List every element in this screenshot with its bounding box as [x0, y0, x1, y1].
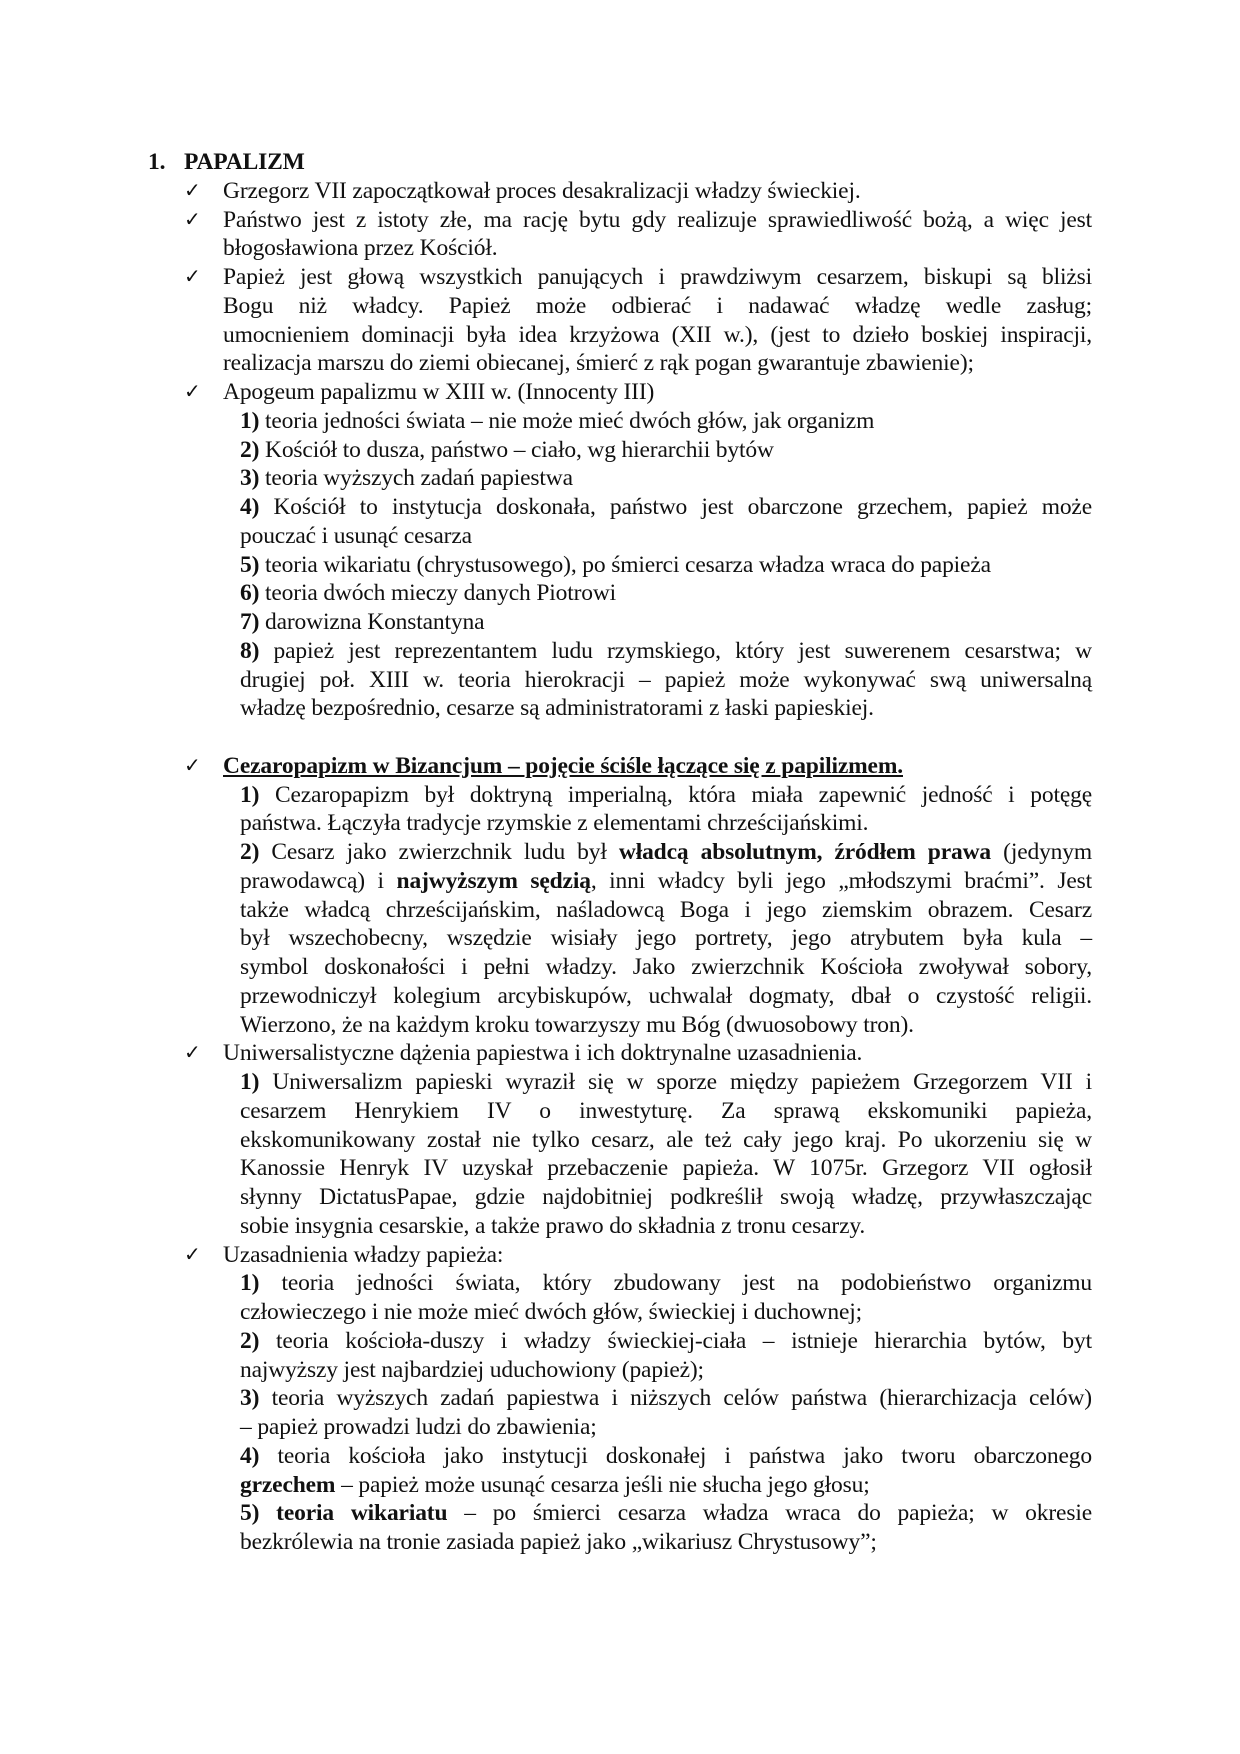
bold-text: 4) — [240, 1442, 260, 1469]
document-page — [0, 148, 1240, 1557]
bold-text: Cezaropapizm w Bizancjum – pojęcie ściśle łączące się z papilizmem. — [223, 752, 903, 779]
line-text — [240, 924, 1092, 953]
bullet-line — [0, 234, 1240, 263]
line-text — [240, 781, 1092, 810]
bullet-line — [0, 349, 1240, 378]
text: teoria dwóch mieczy danych Piotrowi — [259, 580, 617, 607]
text: Uniwersalistyczne dążenia papiestwa i ich doktrynalne uzasadnienia. — [223, 1040, 863, 1067]
subitem-line — [0, 1068, 1240, 1097]
text: najwyższy jest najbardziej uduchowiony (papież); — [240, 1356, 704, 1383]
text: teoria kościoła jako instytucji doskonałej i państwa jako tworu obarczonego — [259, 1442, 1092, 1469]
subitem-line — [0, 982, 1240, 1011]
text: błogosławiona przez Kościół. — [223, 235, 498, 262]
line-text — [223, 177, 1092, 206]
checkmark-icon: ✓ — [184, 1042, 201, 1065]
bullet-line — [0, 752, 1240, 781]
blank-line — [0, 723, 1240, 752]
line-text — [240, 608, 1092, 637]
subitem-line — [0, 522, 1240, 551]
text: bezkrólewia na tronie zasiada papież jako „wikariusz Chrystusowy”; — [240, 1529, 877, 1555]
line-text — [240, 1269, 1092, 1298]
line-text — [223, 234, 1092, 263]
bullet-line — [0, 263, 1240, 292]
bullet-line — [0, 206, 1240, 235]
text: umocnieniem dominacji była idea krzyżowa (XII w.), (jest to dzieło boskiej inspiracji, — [223, 321, 1092, 348]
line-text — [223, 263, 1092, 292]
bold-text: 2) — [240, 839, 260, 865]
subitem-line — [0, 637, 1240, 666]
text: władzę bezpośrednio, cesarze są administratorami z łaski papieskiej. — [240, 695, 874, 722]
bullet-line — [0, 378, 1240, 407]
subitem-line — [0, 1011, 1240, 1040]
subitem-line — [0, 1471, 1240, 1500]
line-text — [240, 1154, 1092, 1183]
subitem-line — [0, 1298, 1240, 1327]
line-text — [240, 1126, 1092, 1155]
subitem-line — [0, 436, 1240, 465]
line-text — [240, 1298, 1092, 1327]
line-text — [240, 1384, 1092, 1413]
subitem-line — [0, 579, 1240, 608]
subitem-line — [0, 1442, 1240, 1471]
subitem-line — [0, 608, 1240, 637]
line-text — [240, 1011, 1092, 1040]
subitem-line — [0, 1356, 1240, 1385]
subitem-line — [0, 838, 1240, 867]
bold-text: 4) — [240, 494, 260, 520]
text: Kościół to instytucja doskonała, państwo jest obarczone grzechem, papież może — [259, 494, 1092, 520]
text: ekskomunikowany został nie tylko cesarz, ale też cały jego kraj. Po ukorzeniu się w — [240, 1126, 1092, 1153]
line-text — [223, 378, 1092, 407]
checkmark-icon: ✓ — [184, 381, 201, 403]
subitem-line — [0, 1212, 1240, 1241]
subitem-line — [0, 1183, 1240, 1212]
line-text — [240, 1327, 1092, 1356]
line-text — [240, 694, 1092, 723]
bold-text: 1) — [240, 1270, 260, 1297]
text: także władcą chrześcijańskim, naśladowcą Boga i jego ziemskim obrazem. Cesarz — [240, 896, 1092, 923]
line-text — [240, 666, 1092, 695]
section-heading — [0, 148, 1240, 177]
text: (jedynym — [991, 839, 1093, 865]
text: – po śmierci cesarza władza wraca do papieża; w okresie — [447, 1500, 1092, 1527]
line-text — [240, 896, 1092, 925]
line-text — [240, 1356, 1092, 1385]
subitem-line — [0, 867, 1240, 896]
bold-text: 2) — [240, 1327, 260, 1354]
subitem-line — [0, 1269, 1240, 1298]
subitem-line — [0, 1126, 1240, 1155]
text: teoria wyższych zadań papiestwa — [259, 465, 573, 492]
bullet-line — [0, 321, 1240, 350]
text: Państwo jest z istoty złe, ma rację bytu gdy realizuje sprawiedliwość bożą, a więc jest — [223, 206, 1092, 233]
checkmark-icon: ✓ — [184, 1243, 201, 1266]
text: był wszechobecny, wszędzie wisiały jego portrety, jego atrybutem była kula – — [240, 925, 1092, 952]
bullet-line — [0, 177, 1240, 206]
subitem-line — [0, 1097, 1240, 1126]
text: Uniwersalizm papieski wyraził się w sporze między papieżem Grzegorzem VII i — [259, 1069, 1092, 1095]
line-text — [240, 551, 1092, 580]
line-text — [240, 838, 1092, 867]
subitem-line — [0, 953, 1240, 982]
text: sobie insygnia cesarskie, a także prawo do składnia z tronu cesarzy. — [240, 1212, 866, 1239]
text: Kościół to dusza, państwo – ciało, wg hierarchii bytów — [259, 436, 774, 463]
text: teoria jedności świata, który zbudowany jest na podobieństwo organizmu — [259, 1270, 1092, 1297]
section-title: PAPALIZM — [184, 149, 305, 175]
line-text — [223, 1039, 1092, 1068]
text: teoria jedności świata – nie może mieć dwóch głów, jak organizm — [259, 407, 875, 434]
checkmark-icon: ✓ — [184, 266, 201, 288]
subitem-line — [0, 493, 1240, 522]
bullet-line — [0, 1039, 1240, 1068]
bullet-line — [0, 292, 1240, 321]
text: pouczać i usunąć cesarza — [240, 522, 472, 549]
checkmark-icon: ✓ — [184, 208, 201, 231]
bold-text: 3) — [240, 1385, 260, 1412]
text: teoria wyższych zadań papiestwa i niższych celów państwa (hierarchizacja celów) — [259, 1385, 1092, 1412]
line-text — [240, 1212, 1092, 1241]
text: przewodniczył kolegium arcybiskupów, uchwalał dogmaty, dbał o czystość religii. — [240, 982, 1092, 1009]
document-body — [0, 177, 1240, 1557]
text: papież jest reprezentantem ludu rzymskiego, który jest suwerenem cesarstwa; w — [259, 637, 1092, 664]
subitem-line — [0, 1528, 1240, 1557]
text: Wierzono, że na każdym kroku towarzyszy mu Bóg (dwuosobowy tron). — [240, 1011, 914, 1038]
text: prawodawcą) i — [240, 867, 397, 894]
section-number: 1. — [148, 149, 166, 175]
bold-text: 2) — [240, 436, 260, 463]
text: Bogu niż władcy. Papież może odbierać i nadawać władzę wedle zasług; — [223, 292, 1092, 319]
line-text — [240, 436, 1092, 465]
subitem-line — [0, 781, 1240, 810]
bullet-line — [0, 1241, 1240, 1270]
text: , inni władcy byli jego „młodszymi braćmi”. Jest — [590, 867, 1092, 894]
line-text — [223, 752, 1092, 781]
text: teoria kościoła-duszy i władzy świeckiej-ciała – istnieje hierarchia bytów, byt — [259, 1327, 1092, 1354]
bold-text: 1) — [240, 407, 260, 434]
bold-text: 7) — [240, 609, 260, 635]
subitem-line — [0, 407, 1240, 436]
line-text — [240, 809, 1092, 838]
text: darowizna Konstantyna — [259, 609, 485, 635]
line-text — [223, 1241, 1092, 1270]
line-text — [240, 1442, 1092, 1471]
subitem-line — [0, 896, 1240, 925]
line-text — [240, 867, 1092, 896]
bold-text: 5) teoria wikariatu — [240, 1500, 448, 1527]
line-text — [240, 464, 1092, 493]
text: Kanossie Henryk IV uzyskał przebaczenie papieża. W 1075r. Grzegorz VII ogłosił — [240, 1155, 1092, 1182]
subitem-line — [0, 1413, 1240, 1442]
line-text — [240, 1413, 1092, 1442]
line-text — [223, 292, 1092, 321]
subitem-line — [0, 1154, 1240, 1183]
bold-text: 1) — [240, 1069, 260, 1095]
subitem-line — [0, 464, 1240, 493]
line-text — [240, 407, 1092, 436]
line-text — [240, 1499, 1092, 1528]
line-text — [240, 579, 1092, 608]
text: słynny DictatusPapae, gdzie najdobitniej podkreślił swoją władzę, przywłaszczając — [240, 1184, 1092, 1210]
bold-text: grzechem — [240, 1471, 336, 1498]
text: Grzegorz VII zapoczątkował proces desakralizacji władzy świeckiej. — [223, 177, 861, 204]
subitem-line — [0, 1327, 1240, 1356]
line-text — [223, 349, 1092, 378]
text: Uzasadnienia władzy papieża: — [223, 1241, 504, 1268]
bold-text: władcą absolutnym, źródłem prawa — [618, 839, 992, 865]
text: Papież jest głową wszystkich panujących i prawdziwym cesarzem, biskupi są bliżsi — [223, 264, 1092, 290]
subitem-line — [0, 924, 1240, 953]
text: państwa. Łączyła tradycje rzymskie z elementami chrześcijańskimi. — [240, 810, 869, 837]
subitem-line — [0, 809, 1240, 838]
checkmark-icon: ✓ — [184, 179, 201, 202]
bold-text: 1) — [240, 781, 260, 808]
line-text — [240, 953, 1092, 982]
text: cesarzem Henrykiem IV o inwestyturę. Za sprawą ekskomuniki papieża, — [240, 1097, 1092, 1124]
subitem-line — [0, 551, 1240, 580]
text: człowieczego i nie może mieć dwóch głów, świeckiej i duchownej; — [240, 1299, 862, 1325]
line-text — [240, 522, 1092, 551]
line-text — [240, 1528, 1092, 1557]
text: Apogeum papalizmu w XIII w. (Innocenty III) — [223, 379, 655, 405]
text: Cesarz jako zwierzchnik ludu był — [259, 839, 619, 865]
bold-text: 6) — [240, 580, 260, 607]
line-text — [240, 1097, 1092, 1126]
line-text — [240, 1068, 1092, 1097]
text: Cezaropapizm był doktryną imperialną, która miała zapewnić jedność i potęgę — [259, 781, 1092, 808]
subitem-line — [0, 694, 1240, 723]
text: teoria wikariatu (chrystusowego), po śmierci cesarza władza wraca do papieża — [259, 551, 991, 578]
subitem-line — [0, 666, 1240, 695]
subitem-line — [0, 1499, 1240, 1528]
text: – papież może usunąć cesarza jeśli nie słucha jego głosu; — [335, 1471, 870, 1498]
line-text — [240, 493, 1092, 522]
bold-text: najwyższym sędzią — [396, 867, 591, 894]
bold-text: 5) — [240, 551, 260, 578]
line-text — [223, 321, 1092, 350]
bold-text: 3) — [240, 465, 260, 492]
line-text — [240, 1471, 1092, 1500]
text: – papież prowadzi ludzi do zbawienia; — [240, 1414, 597, 1440]
checkmark-icon: ✓ — [184, 754, 201, 777]
line-text — [240, 637, 1092, 666]
line-text — [240, 1183, 1092, 1212]
text: symbol doskonałości i pełni władzy. Jako zwierzchnik Kościoła zwoływał sobory, — [240, 954, 1092, 980]
subitem-line — [0, 1384, 1240, 1413]
text: realizacja marszu do ziemi obiecanej, śmierć z rąk pogan gwarantuje zbawienie); — [223, 350, 974, 377]
line-text — [240, 982, 1092, 1011]
bold-text: 8) — [240, 637, 260, 664]
line-text — [223, 206, 1092, 235]
text: drugiej poł. XIII w. teoria hierokracji – papież może wykonywać swą uniwersalną — [240, 666, 1092, 693]
